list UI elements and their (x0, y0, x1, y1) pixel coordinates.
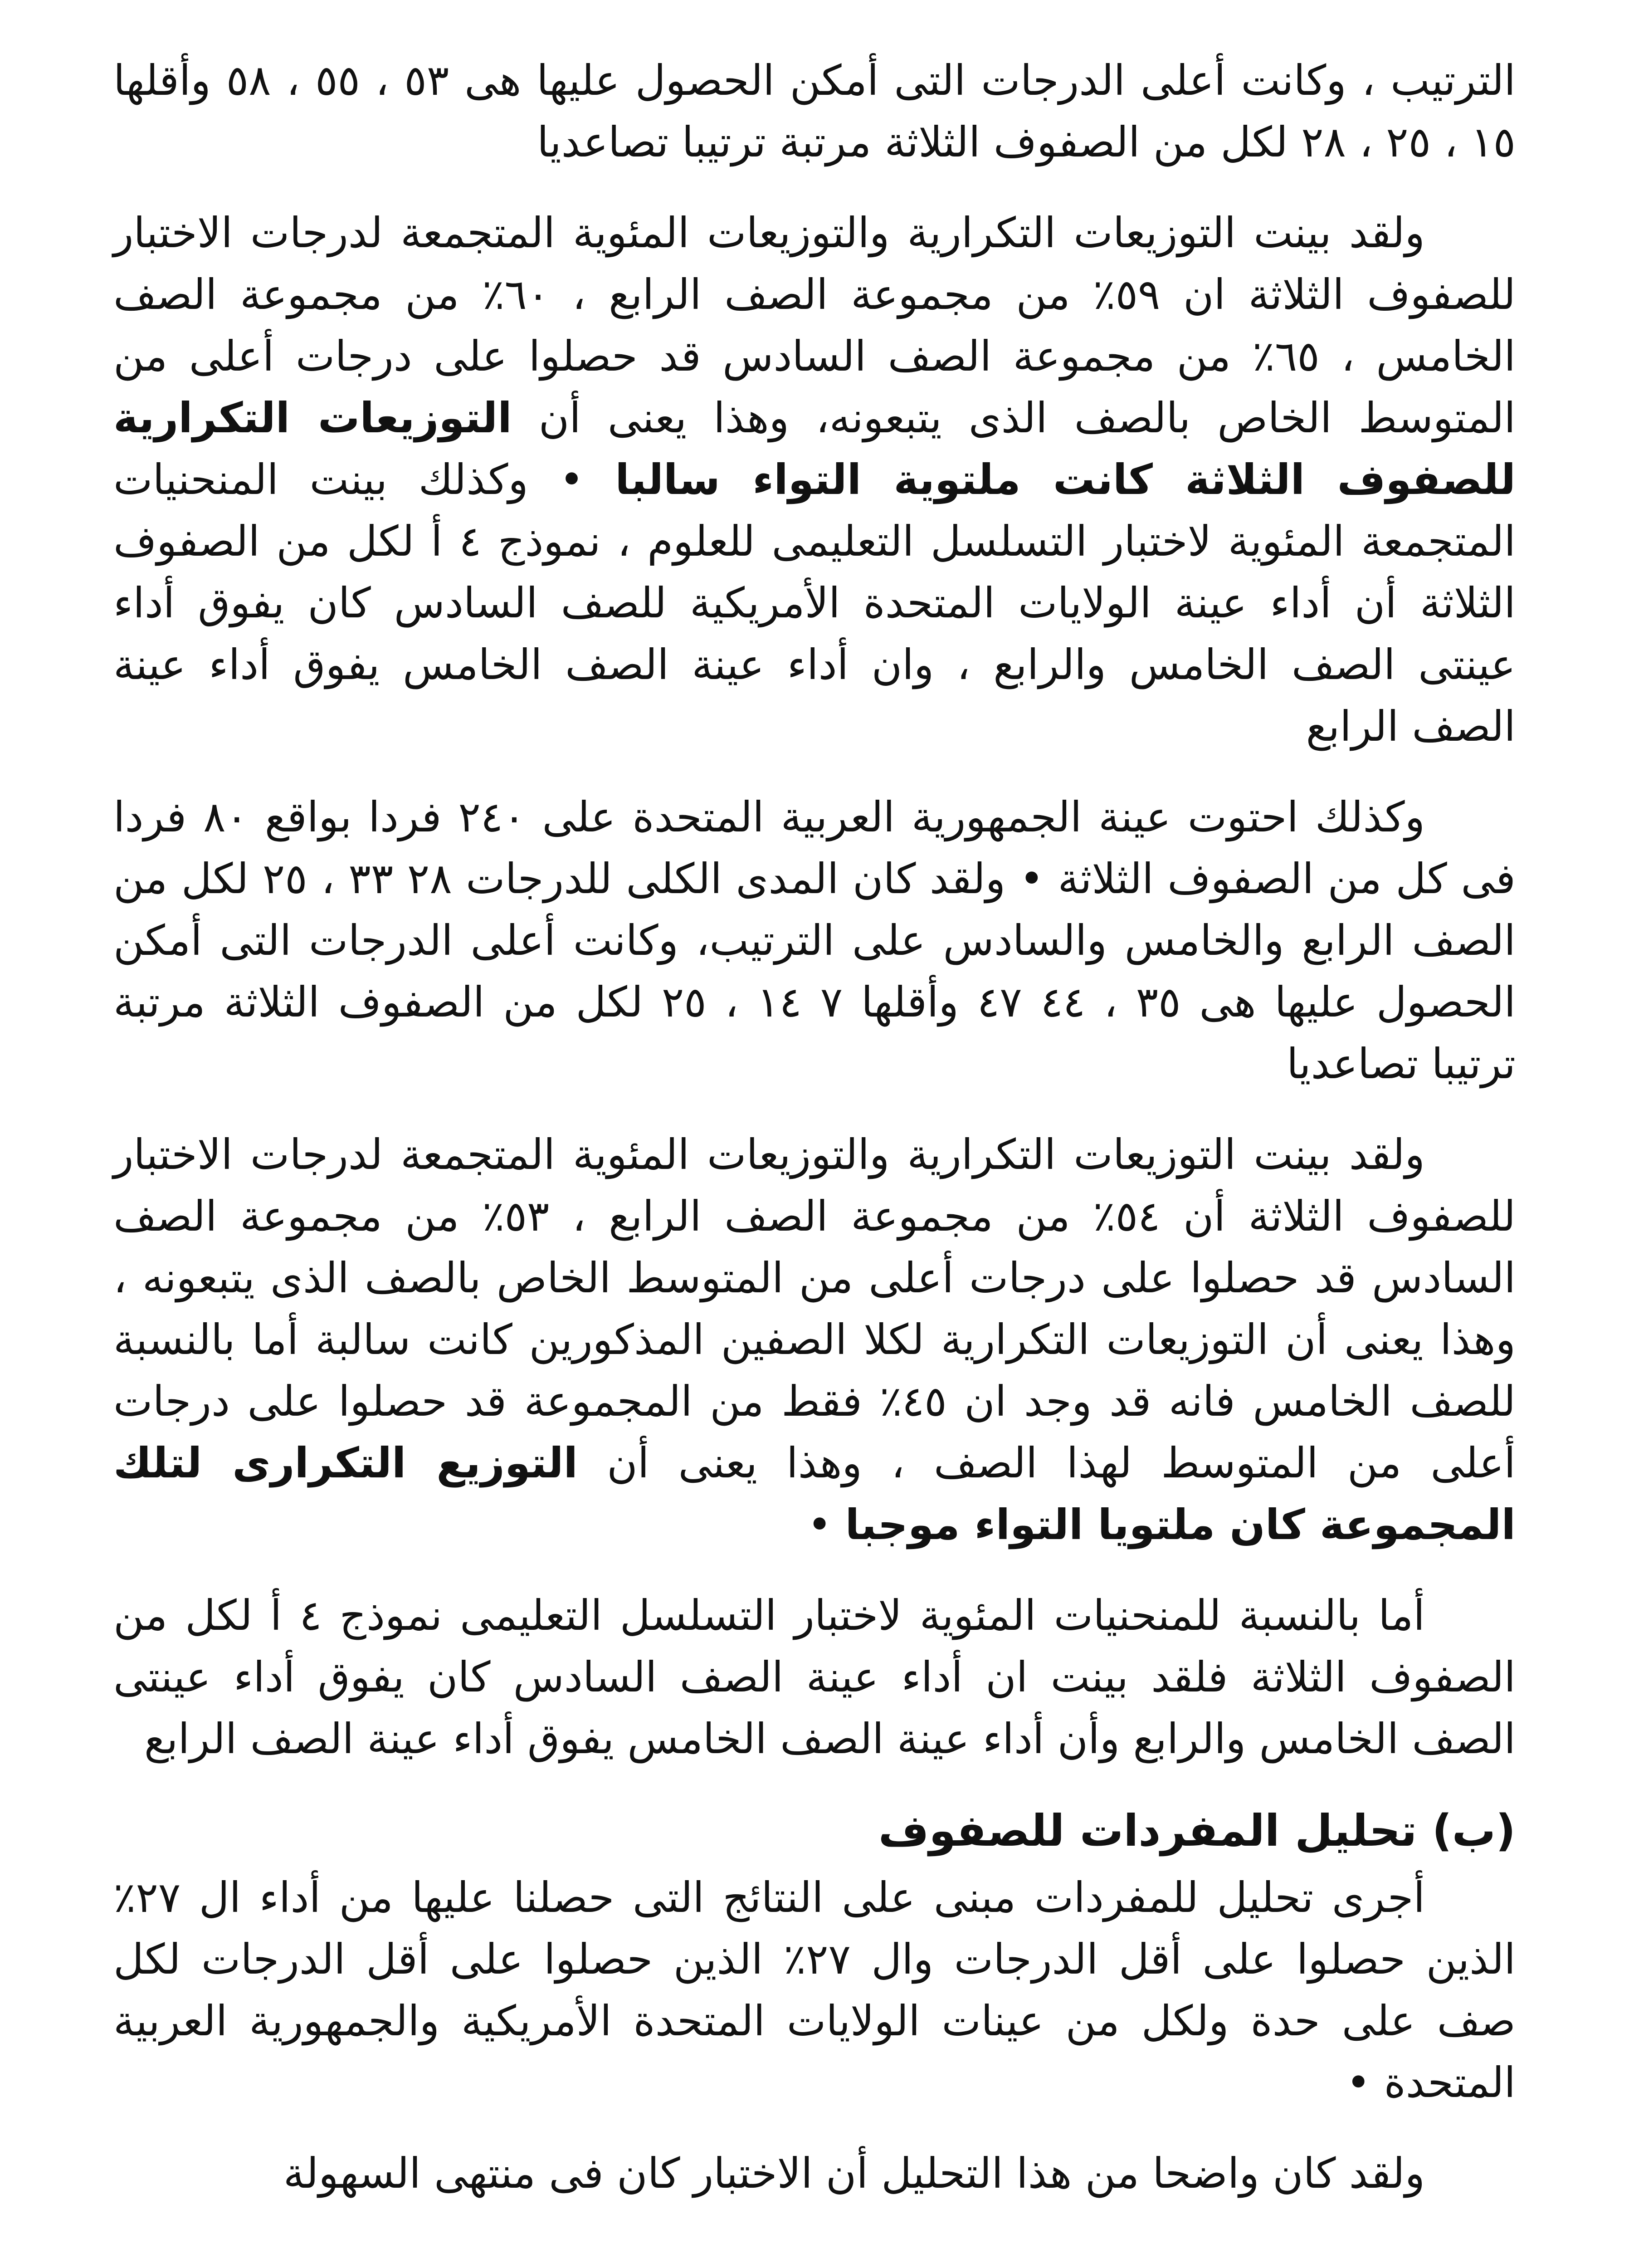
paragraph-p6 (113, 1867, 1516, 2114)
emphasized-text: التوزيع التكرارى لتلك المجموعة كان ملتويا التواء موجبا (113, 1439, 1516, 1549)
section-heading: (ب) تحليل المفردات للصفوف (878, 1805, 1516, 1856)
text-run: ولقد بينت التوزيعات التكرارية والتوزيعات المئوية المتجمعة لدرجات الاختبار للصفوف الثلاثة أن ٥٤٪ من مجموعة الصف الرابع ، ٥٣٪ من مجموعة الصف السادس قد حصلوا على درجات أعلى من المتوسط الخاص بالصف الذى يتبعونه ، وهذا يعنى أن التوزيعات التكرارية لكلا الصفين المذكورين كانت سالبة أما بالنسبة للصف الخامس فانه قد وجد ان ٤٥٪ فقط من المجموعة قد حصلوا على درجات أعلى من المتوسط لهذا الصف ، وهذا يعنى أن (113, 1130, 1516, 1487)
text-run: الترتيب ، وكانت أعلى الدرجات التى أمكن الحصول عليها هى ٥٣ ، ٥٥ ، ٥٨ وأقلها ١٥ ، ٢٥ ، ٢٨ لكل من الصفوف الثلاثة مرتبة ترتيبا تصاعديا (113, 56, 1516, 166)
paragraph-p1 (113, 50, 1516, 173)
body-text-after-heading (113, 1867, 1516, 2204)
paragraph-p3 (113, 787, 1516, 1095)
document-page (113, 50, 1516, 2268)
text-run: أما بالنسبة للمنحنيات المئوية لاختبار التسلسل التعليمى نموذج ٤ أ لكل من الصفوف الثلاثة فلقد بينت ان أداء عينة الصف السادس كان يفوق أداء عينتى الصف الخامس والرابع وأن أداء عينة الصف الخامس يفوق أداء عينة الصف الرابع (113, 1591, 1516, 1763)
paragraph-p2 (113, 202, 1516, 758)
body-text-before-heading (113, 50, 1516, 1770)
text-run: ولقد بينت التوزيعات التكرارية والتوزيعات المئوية المتجمعة لدرجات الاختبار للصفوف الثلاثة ان ٥٩٪ من مجموعة الصف الرابع ، ٦٠٪ من مجموعة الصف الخامس ، ٦٥٪ من مجموعة الصف السادس قد حصلوا على درجات أعلى من المتوسط الخاص بالصف الذى يتبعونه، وهذا يعنى أن (113, 209, 1516, 442)
paragraph-p5 (113, 1585, 1516, 1770)
text-run: وكذلك احتوت عينة الجمهورية العربية المتحدة على ٢٤٠ فردا بواقع ٨٠ فردا فى كل من الصفوف الثلاثة • ولقد كان المدى الكلى للدرجات ٢٨ ٣٣ ، ٢٥ لكل من الصف الرابع والخامس والسادس على الترتيب، وكانت أعلى الدرجات التى أمكن الحصول عليها هى ٣٥ ، ٤٤ ٤٧ وأقلها ٧ ١٤ ، ٢٥ لكل من الصفوف الثلاثة مرتبة ترتيبا تصاعديا (113, 793, 1516, 1088)
emphasized-text: التوزيعات التكرارية للصفوف الثلاثة كانت ملتوية التواء سالبا (113, 394, 1516, 504)
text-run: • وكذلك بينت المنحنيات المتجمعة المئوية لاختبار التسلسل التعليمى للعلوم ، نموذج ٤ أ لكل من الصفوف الثلاثة أن أداء عينة الولايات المتحدة الأمريكية للصف السادس كان يفوق أداء عينتى الصف الخامس والرابع ، وان أداء عينة الصف الخامس يفوق أداء عينة الصف الرابع (113, 455, 1516, 751)
text-run: ولقد كان واضحا من هذا التحليل أن الاختبار كان فى منتهى السهولة (283, 2149, 1425, 2198)
text-run: • (807, 1501, 845, 1549)
paragraph-p4 (113, 1124, 1516, 1556)
paragraph-p7 (113, 2143, 1516, 2204)
text-run: أجرى تحليل للمفردات مبنى على النتائج التى حصلنا عليها من أداء ال ٢٧٪ الذين حصلوا على أقل الدرجات وال ٢٧٪ الذين حصلوا على أقل الدرجات لكل صف على حدة ولكل من عينات الولايات المتحدة الأمريكية والجمهورية العربية المتحدة • (113, 1873, 1516, 2107)
